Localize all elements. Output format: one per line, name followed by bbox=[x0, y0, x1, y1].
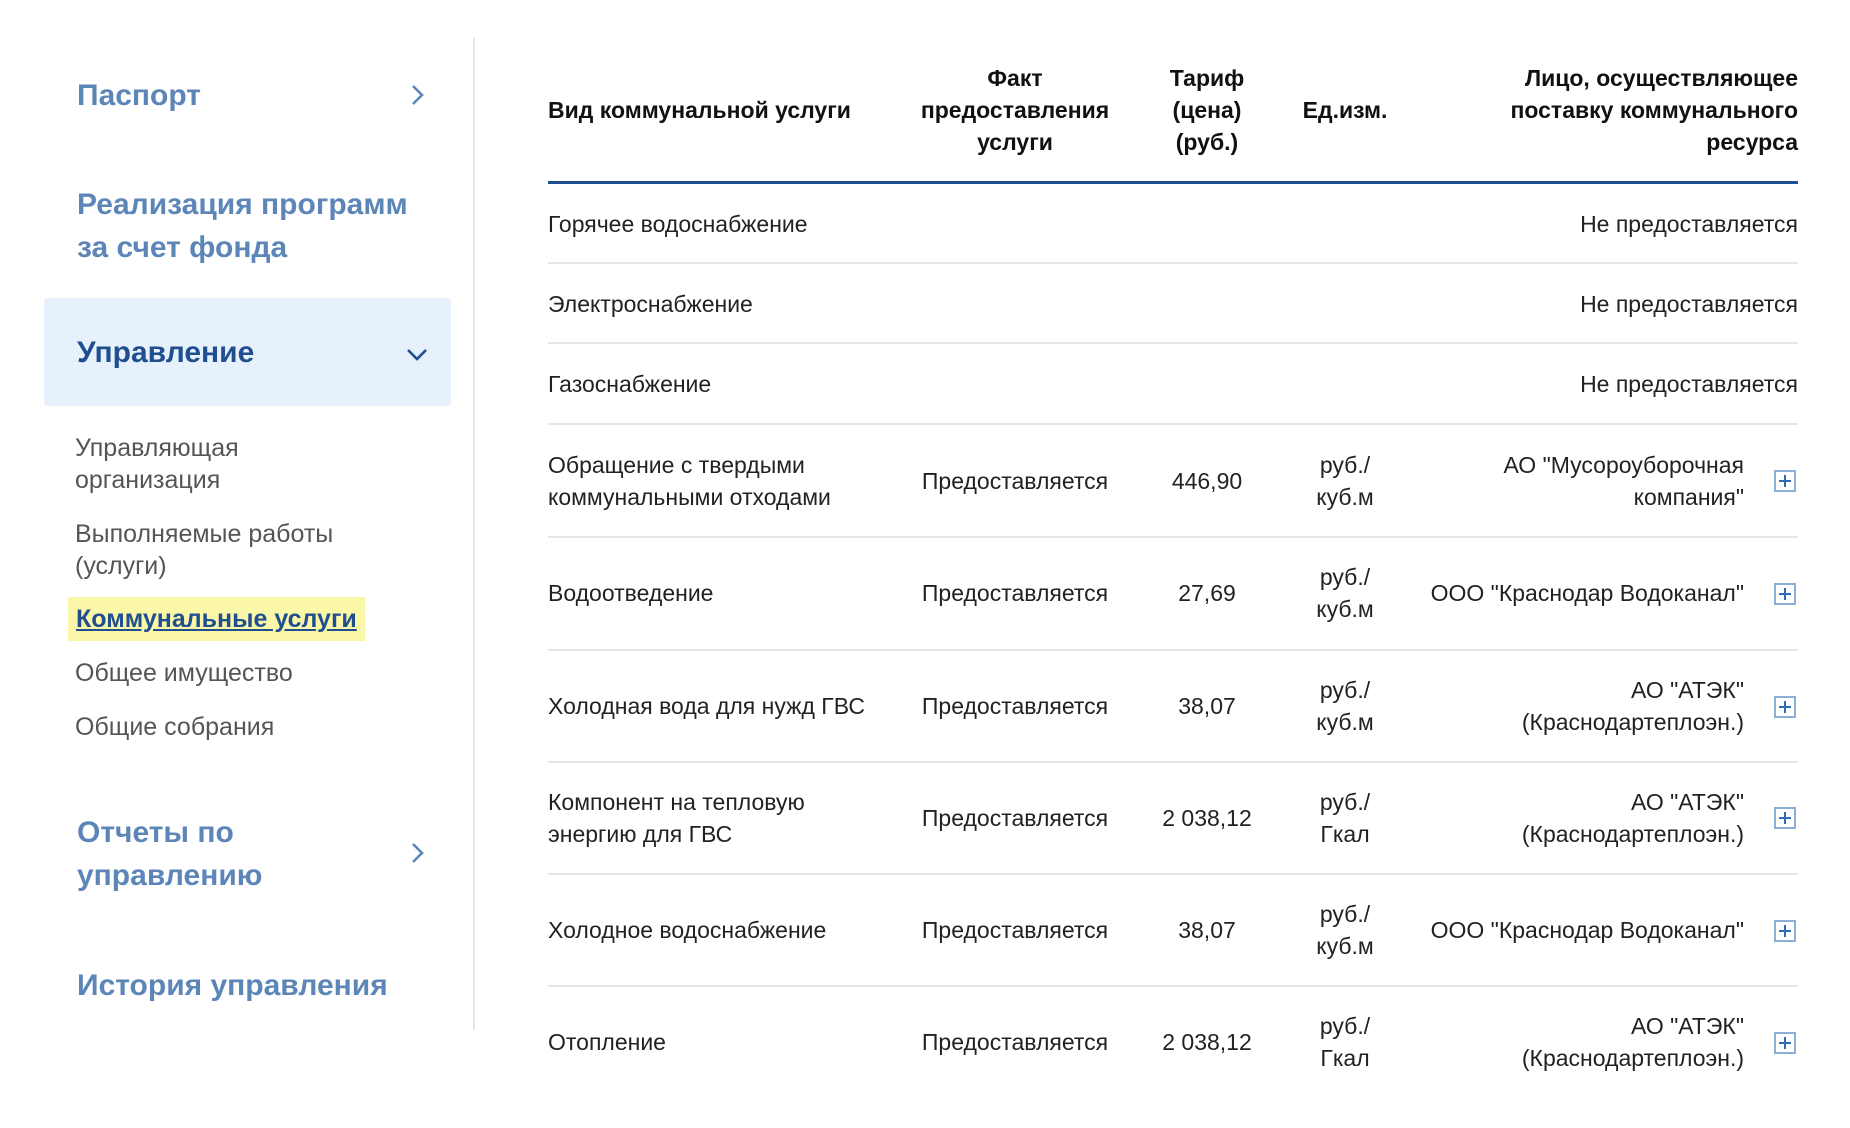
nav-passport[interactable] bbox=[77, 74, 201, 117]
sub-item-works-label-1: Выполняемые работы bbox=[75, 520, 334, 548]
col-header-supplier-3: ресурса bbox=[1706, 129, 1798, 155]
cell-service: Горячее водоснабжение bbox=[548, 211, 808, 237]
row-divider bbox=[548, 536, 1798, 538]
nav-reports-label-1: Отчеты по bbox=[77, 816, 234, 849]
cell-fact: Предоставляется bbox=[921, 917, 1109, 943]
cell-unit-line-1: руб./ bbox=[1319, 1013, 1371, 1039]
cell-tariff: 446,90 bbox=[1171, 468, 1243, 494]
cell-service: Электроснабжение bbox=[548, 291, 753, 317]
cell-unit bbox=[1290, 898, 1400, 962]
row-divider bbox=[548, 423, 1798, 425]
nav-programs-label-1: Реализация программ bbox=[77, 188, 408, 221]
cell-service: Водоотведение bbox=[548, 580, 714, 606]
cell-supplier-line-2: (Краснодартеплоэн.) bbox=[1521, 821, 1744, 847]
cell-unit-line-2: Гкал bbox=[1320, 1045, 1370, 1071]
row-divider bbox=[548, 761, 1798, 763]
cell-fact: Предоставляется bbox=[921, 580, 1109, 606]
cell-unit bbox=[1290, 786, 1400, 850]
cell-supplier-line-1: АО "АТЭК" bbox=[1631, 1013, 1744, 1039]
cell-supplier: ООО "Краснодар Водоканал" bbox=[1430, 917, 1744, 943]
cell-unit-line-2: куб.м bbox=[1316, 596, 1374, 622]
cell-fact: Предоставляется bbox=[921, 805, 1109, 831]
cell-unit-line-2: Гкал bbox=[1320, 821, 1370, 847]
cell-service: Отопление bbox=[548, 1029, 666, 1055]
cell-unit-line-1: руб./ bbox=[1319, 677, 1371, 703]
cell-unit-line-1: руб./ bbox=[1319, 452, 1371, 478]
cell-fact: Предоставляется bbox=[921, 468, 1109, 494]
cell-fact: Предоставляется bbox=[921, 1029, 1109, 1055]
cell-supplier-line-1: АО "Мусороуборочная bbox=[1503, 452, 1744, 478]
expand-plus-icon[interactable] bbox=[1774, 583, 1796, 605]
cell-unit-line-1: руб./ bbox=[1319, 564, 1371, 590]
cell-tariff: 38,07 bbox=[1178, 693, 1236, 719]
cell-unit-line-1: руб./ bbox=[1319, 789, 1371, 815]
col-header-service: Вид коммунальной услуги bbox=[548, 97, 851, 123]
col-header-supplier-2: поставку коммунального bbox=[1510, 97, 1798, 123]
cell-service: Холодное водоснабжение bbox=[548, 917, 827, 943]
cell-unit bbox=[1290, 449, 1400, 513]
col-header-tariff-2: (цена) bbox=[1172, 97, 1242, 123]
chevron-down-icon[interactable] bbox=[405, 342, 429, 366]
nav-programs-label-2: за счет фонда bbox=[77, 231, 288, 264]
cell-service-line-2: энергию для ГВС bbox=[548, 821, 733, 847]
sub-item-managing-org[interactable] bbox=[75, 432, 239, 496]
sidebar bbox=[0, 0, 475, 1030]
sub-item-managing-org-label-1: Управляющая bbox=[75, 434, 239, 462]
cell-tariff: 38,07 bbox=[1178, 917, 1236, 943]
col-header-fact bbox=[900, 62, 1130, 158]
cell-service bbox=[548, 786, 888, 850]
cell-supplier bbox=[1410, 449, 1744, 513]
cell-supplier-line-2: (Краснодартеплоэн.) bbox=[1521, 1045, 1744, 1071]
col-header-fact-2: предоставления bbox=[920, 97, 1110, 123]
header-divider bbox=[548, 181, 1798, 184]
col-header-supplier bbox=[1410, 62, 1798, 158]
cell-tariff: 2 038,12 bbox=[1162, 1029, 1252, 1055]
cell-service-line-2: коммунальными отходами bbox=[548, 484, 831, 510]
cell-status: Не предоставляется bbox=[1580, 371, 1798, 397]
cell-service-line-1: Обращение с твердыми bbox=[548, 452, 805, 478]
sidebar-divider bbox=[473, 38, 475, 1030]
cell-supplier bbox=[1410, 786, 1744, 850]
sub-item-utilities-current[interactable]: Коммунальные услуги bbox=[68, 597, 365, 641]
cell-service-line-1: Компонент на тепловую bbox=[548, 789, 805, 815]
sub-item-works[interactable] bbox=[75, 518, 333, 582]
cell-unit bbox=[1290, 674, 1400, 738]
expand-plus-icon[interactable] bbox=[1774, 1032, 1796, 1054]
expand-plus-icon[interactable] bbox=[1774, 470, 1796, 492]
sub-item-general-meetings[interactable]: Общие собрания bbox=[75, 713, 275, 741]
cell-status: Не предоставляется bbox=[1580, 291, 1798, 317]
cell-service: Холодная вода для нужд ГВС bbox=[548, 693, 865, 719]
sub-item-works-label-2: (услуги) bbox=[75, 552, 167, 580]
cell-status: Не предоставляется bbox=[1580, 211, 1798, 237]
col-header-unit: Ед.изм. bbox=[1302, 97, 1388, 123]
row-divider bbox=[548, 649, 1798, 651]
sub-item-managing-org-label-2: организация bbox=[75, 466, 221, 494]
cell-supplier-line-2: (Краснодартеплоэн.) bbox=[1521, 709, 1744, 735]
nav-reports-label-2: управлению bbox=[77, 859, 263, 892]
chevron-right-icon[interactable] bbox=[405, 841, 429, 865]
row-divider bbox=[548, 262, 1798, 264]
col-header-fact-1: Факт bbox=[987, 65, 1043, 91]
nav-programs[interactable] bbox=[77, 183, 408, 269]
nav-management-label: Управление bbox=[77, 336, 255, 369]
col-header-fact-3: услуги bbox=[977, 129, 1053, 155]
col-header-tariff bbox=[1150, 62, 1264, 158]
cell-unit-line-1: руб./ bbox=[1319, 901, 1371, 927]
col-header-supplier-1: Лицо, осуществляющее bbox=[1524, 65, 1798, 91]
col-header-tariff-1: Тариф bbox=[1169, 65, 1245, 91]
cell-supplier-line-1: АО "АТЭК" bbox=[1631, 789, 1744, 815]
cell-service: Газоснабжение bbox=[548, 371, 712, 397]
row-divider bbox=[548, 985, 1798, 987]
expand-plus-icon[interactable] bbox=[1774, 807, 1796, 829]
cell-unit bbox=[1290, 561, 1400, 625]
cell-supplier bbox=[1410, 1010, 1744, 1074]
nav-passport-label: Паспорт bbox=[77, 79, 201, 112]
cell-tariff: 2 038,12 bbox=[1162, 805, 1252, 831]
cell-supplier: ООО "Краснодар Водоканал" bbox=[1430, 580, 1744, 606]
cell-unit-line-2: куб.м bbox=[1316, 933, 1374, 959]
nav-reports[interactable] bbox=[77, 811, 262, 897]
cell-supplier bbox=[1410, 674, 1744, 738]
cell-tariff: 27,69 bbox=[1178, 580, 1236, 606]
expand-plus-icon[interactable] bbox=[1774, 920, 1796, 942]
sub-item-common-property[interactable]: Общее имущество bbox=[75, 659, 293, 687]
row-divider bbox=[548, 342, 1798, 344]
nav-history[interactable]: История управления bbox=[77, 969, 388, 1002]
cell-unit-line-2: куб.м bbox=[1316, 709, 1374, 735]
row-divider bbox=[548, 873, 1798, 875]
cell-supplier-line-2: компания" bbox=[1633, 484, 1744, 510]
col-header-tariff-3: (руб.) bbox=[1175, 129, 1239, 155]
cell-fact: Предоставляется bbox=[921, 693, 1109, 719]
cell-supplier-line-1: АО "АТЭК" bbox=[1631, 677, 1744, 703]
cell-unit bbox=[1290, 1010, 1400, 1074]
expand-plus-icon[interactable] bbox=[1774, 696, 1796, 718]
chevron-right-icon[interactable] bbox=[405, 83, 429, 107]
cell-unit-line-2: куб.м bbox=[1316, 484, 1374, 510]
cell-service bbox=[548, 449, 888, 513]
